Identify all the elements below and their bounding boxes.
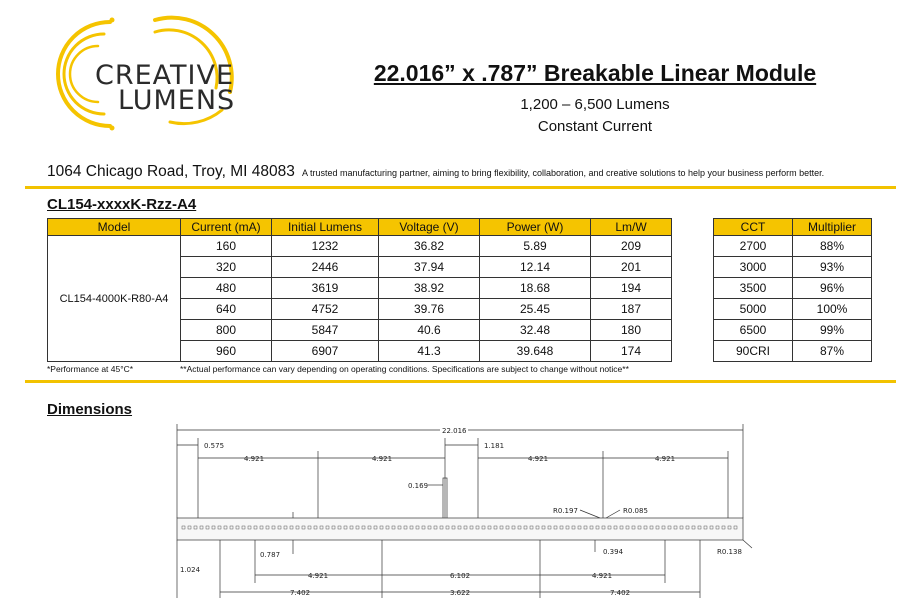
cell-lumens: 1232: [272, 236, 379, 257]
logo-text-line2: LUMENS: [118, 85, 236, 116]
cell-power: 18.68: [480, 278, 591, 299]
company-tagline: A trusted manufacturing partner, aiming to bring flexibility, collaboration, and creative solutions to help your business perform better.: [302, 168, 825, 178]
table-row: [48, 236, 672, 257]
table-row: [714, 236, 872, 257]
cell-multiplier: 88%: [793, 236, 872, 257]
cell-current: 320: [181, 257, 272, 278]
dim-height: 0.787: [260, 551, 281, 559]
cell-voltage: 36.82: [379, 236, 480, 257]
col-header-current: Current (mA): [181, 219, 272, 236]
drive-type: Constant Current: [537, 118, 653, 135]
cell-current: 160: [181, 236, 272, 257]
cct-multiplier-table: [713, 218, 872, 362]
table-header-row: [48, 219, 672, 236]
dim-slot: 0.169: [408, 482, 429, 490]
model-family-title: CL154-xxxxK-Rzz-A4: [47, 196, 197, 213]
dim-seg2: 4.921: [372, 455, 393, 463]
cell-lumens: 3619: [272, 278, 379, 299]
leader-line: [606, 510, 620, 518]
cell-current: 640: [181, 299, 272, 320]
logo-text-line1: CREATIVE: [95, 60, 235, 91]
dim-radius1: R0.197: [553, 507, 578, 515]
divider-rule: [25, 186, 896, 189]
dim-bottom2: 6.102: [450, 572, 471, 580]
company-address: 1064 Chicago Road, Troy, MI 48083: [47, 163, 295, 180]
dim-seg4: 4.921: [655, 455, 676, 463]
table-header-row: [714, 219, 872, 236]
cell-voltage: 38.92: [379, 278, 480, 299]
cell-voltage: 40.6: [379, 320, 480, 341]
table-row: [714, 299, 872, 320]
cell-power: 12.14: [480, 257, 591, 278]
dim-left-offset: 0.575: [204, 442, 225, 450]
divider-rule: [25, 380, 896, 383]
cell-multiplier: 96%: [793, 278, 872, 299]
table-row: [714, 341, 872, 362]
cell-lumens: 2446: [272, 257, 379, 278]
cell-power: 32.48: [480, 320, 591, 341]
document-title: 22.016” x .787” Breakable Linear Module: [373, 60, 817, 86]
dim-left-edge: 1.024: [180, 566, 201, 574]
cell-lmw: 194: [591, 278, 672, 299]
col-header-power: Power (W): [480, 219, 591, 236]
dim-c3: 7.402: [610, 589, 631, 597]
cell-lumens: 4752: [272, 299, 379, 320]
cell-cct: 90CRI: [714, 341, 793, 362]
cell-multiplier: 99%: [793, 320, 872, 341]
cell-power: 5.89: [480, 236, 591, 257]
leader-line: [743, 540, 752, 548]
model-cell: CL154-4000K-R80-A4: [48, 236, 181, 362]
cell-voltage: 41.3: [379, 341, 480, 362]
col-header-lmw: Lm/W: [591, 219, 672, 236]
dim-hole: 0.394: [603, 548, 624, 556]
cell-lmw: 174: [591, 341, 672, 362]
cell-current: 800: [181, 320, 272, 341]
dim-seg3: 4.921: [528, 455, 549, 463]
cell-cct: 5000: [714, 299, 793, 320]
cell-cct: 3000: [714, 257, 793, 278]
leader-line: [580, 510, 600, 518]
cell-voltage: 37.94: [379, 257, 480, 278]
dim-bottom1: 4.921: [308, 572, 329, 580]
cell-multiplier: 100%: [793, 299, 872, 320]
cell-lmw: 201: [591, 257, 672, 278]
dim-radius2: R0.085: [623, 507, 648, 515]
cell-multiplier: 87%: [793, 341, 872, 362]
cell-cct: 2700: [714, 236, 793, 257]
cell-current: 960: [181, 341, 272, 362]
cell-lmw: 180: [591, 320, 672, 341]
performance-table: [47, 218, 672, 362]
cell-power: 39.648: [480, 341, 591, 362]
dim-overall: 22.016: [442, 427, 467, 435]
cell-current: 480: [181, 278, 272, 299]
cell-lmw: 187: [591, 299, 672, 320]
disclaimer-note: **Actual performance can vary depending on operating conditions. Specifications are subject to change without notice**: [180, 364, 629, 374]
cell-cct: 6500: [714, 320, 793, 341]
col-header-lumens: Initial Lumens: [272, 219, 379, 236]
cell-lumens: 6907: [272, 341, 379, 362]
col-header-cct: CCT: [714, 219, 793, 236]
dimension-drawing: [160, 418, 760, 608]
dim-bottom3: 4.921: [592, 572, 613, 580]
dimensions-title: Dimensions: [47, 401, 133, 418]
col-header-model: Model: [48, 219, 181, 236]
table-row: [714, 320, 872, 341]
dim-c2: 3.622: [450, 589, 471, 597]
col-header-voltage: Voltage (V): [379, 219, 480, 236]
dim-c1: 7.402: [290, 589, 311, 597]
table-row: [714, 257, 872, 278]
dim-gap: 1.181: [484, 442, 505, 450]
cell-cct: 3500: [714, 278, 793, 299]
performance-note: *Performance at 45°C*: [47, 364, 134, 374]
lumens-range: 1,200 – 6,500 Lumens: [520, 96, 670, 113]
dim-seg1: 4.921: [244, 455, 265, 463]
cell-multiplier: 93%: [793, 257, 872, 278]
cell-lumens: 5847: [272, 320, 379, 341]
dim-radius3: R0.138: [717, 548, 742, 556]
table-row: [714, 278, 872, 299]
cell-voltage: 39.76: [379, 299, 480, 320]
cell-lmw: 209: [591, 236, 672, 257]
cell-power: 25.45: [480, 299, 591, 320]
col-header-multiplier: Multiplier: [793, 219, 872, 236]
